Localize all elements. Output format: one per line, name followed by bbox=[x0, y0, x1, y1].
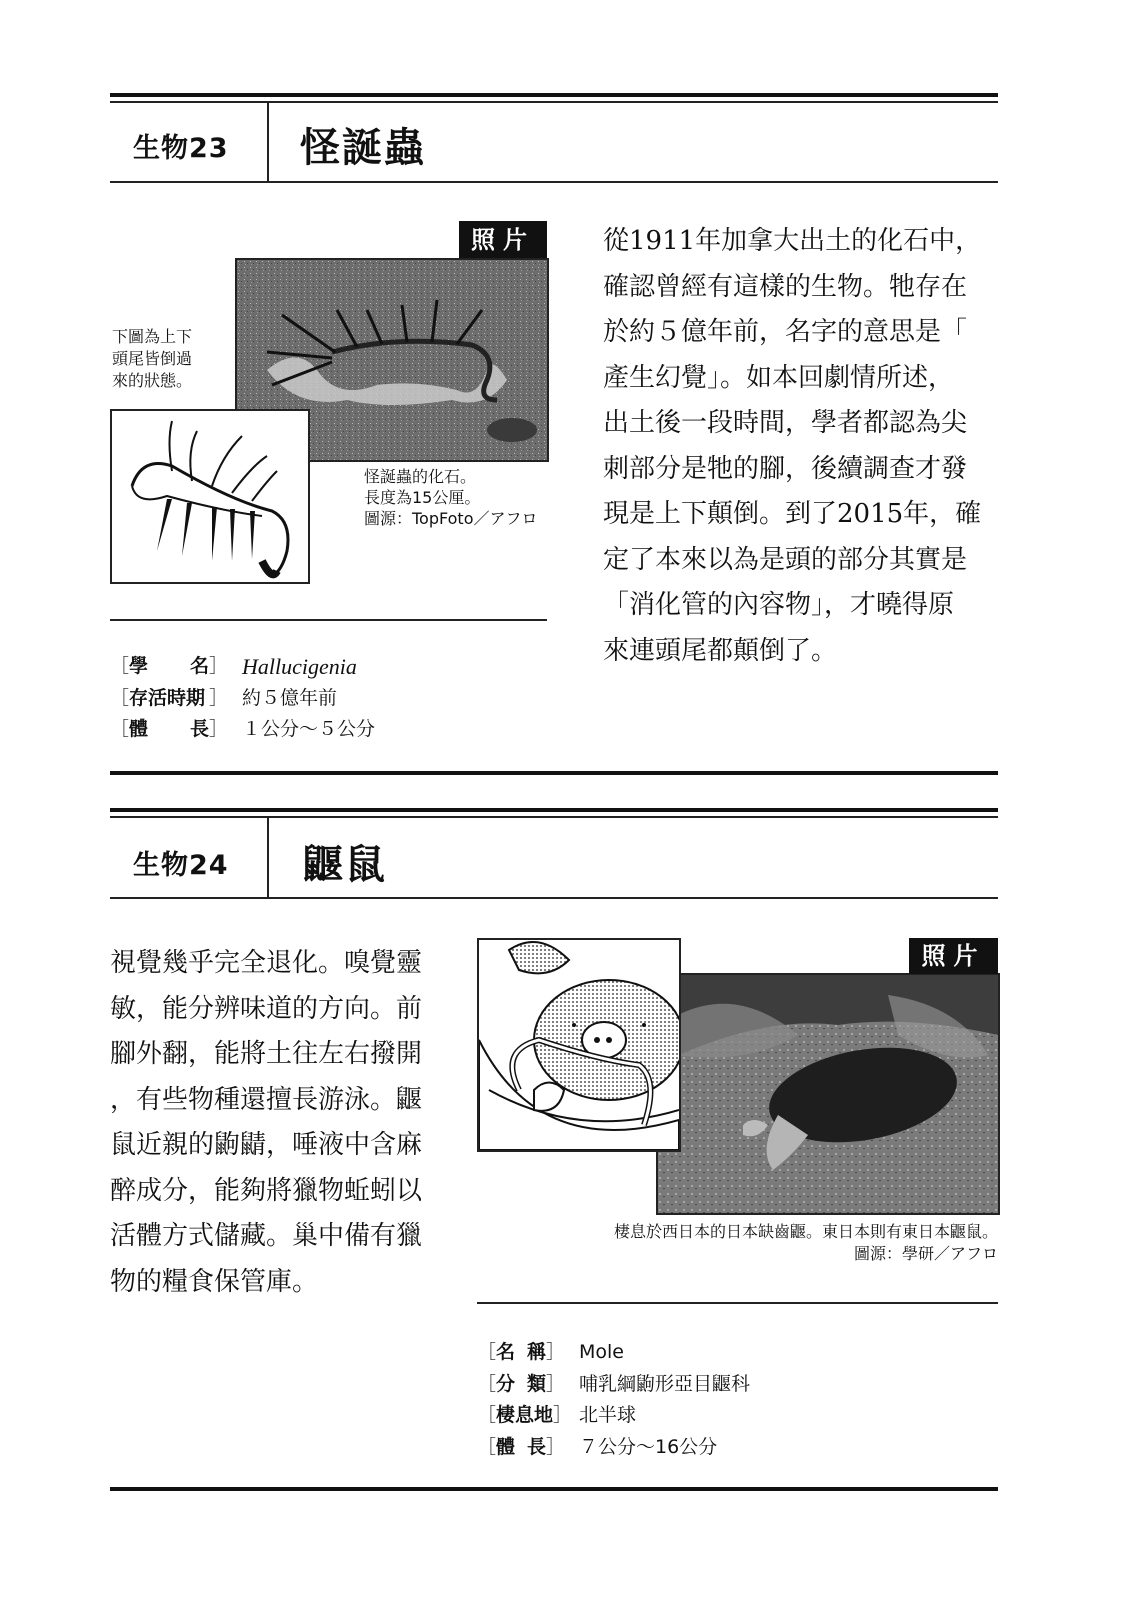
header-top-rule bbox=[110, 93, 998, 97]
spec-row-name: ［ 名 稱 ］ Mole bbox=[477, 1337, 750, 1369]
spec-row-scientific-name: ［ 學 名 ］ Hallucigenia bbox=[110, 651, 375, 683]
spec-label: ［ 體 長 ］ bbox=[477, 1435, 565, 1458]
creature-name: 鼴鼠 bbox=[303, 842, 387, 888]
spec-label: ［ 分 類 ］ bbox=[477, 1372, 565, 1395]
specs-top-rule bbox=[110, 619, 547, 621]
photo-tag: 照片 bbox=[459, 221, 547, 259]
spec-row-habitat: ［ 棲息地 ］ 北半球 bbox=[477, 1400, 750, 1432]
description: 視覺幾乎完全退化。嗅覺靈 敏，能分辨味道的方向。前 腳外翻，能將土往左右撥開 ，有些物種還擅長游泳。鼴 鼠近親的鼩鼱，唾液中含麻 醉成分，能夠將獵物蚯蚓以 活體方式儲藏。巢中備有獵 物的糧食保管庫。 bbox=[110, 948, 423, 1297]
photo-tag: 照片 bbox=[909, 938, 998, 974]
specs-top-rule bbox=[477, 1302, 998, 1304]
spec-label: ［ 存活時期 ］ bbox=[110, 686, 228, 709]
spec-row-length: ［ 體 長 ］ １公分～５公分 bbox=[110, 714, 375, 746]
spec-label: ［ 體 長 ］ bbox=[110, 718, 228, 740]
header-second-rule bbox=[110, 816, 998, 818]
entry-bottom-rule bbox=[110, 771, 998, 775]
header-divider bbox=[267, 817, 269, 898]
hallucigenia-illustration-icon bbox=[110, 409, 310, 584]
spec-row-classification: ［ 分 類 ］ 哺乳綱鼩形亞目鼴科 bbox=[477, 1369, 750, 1401]
spec-label: ［ 學 名 ］ bbox=[110, 655, 228, 677]
creature-number: 生物23 bbox=[133, 133, 229, 164]
header-bottom-rule bbox=[110, 897, 998, 899]
header-top-rule bbox=[110, 808, 998, 812]
spec-label: ［ 棲息地 ］ bbox=[477, 1404, 573, 1426]
mole-illustration-icon bbox=[477, 938, 681, 1152]
spec-label: ［ 名 稱 ］ bbox=[477, 1341, 565, 1363]
header-divider bbox=[267, 102, 269, 182]
creature-name: 怪誕蟲 bbox=[300, 125, 426, 171]
creature-number: 生物24 bbox=[133, 850, 229, 881]
photo-caption: 怪誕蟲的化石。 長度為15公厘。 圖源：TopFoto／アフロ bbox=[364, 467, 538, 528]
specs-list bbox=[110, 651, 375, 746]
mole-photo-icon bbox=[656, 973, 1000, 1215]
header-second-rule bbox=[110, 101, 998, 103]
illustration-note: 下圖為上下 頭尾皆倒過 來的狀態。 bbox=[112, 327, 193, 390]
entry-bottom-rule bbox=[110, 1487, 998, 1491]
photo-caption: 棲息於西日本的日本缺齒鼴。東日本則有東日本鼴鼠。 圖源：學研／アフロ bbox=[613, 1222, 998, 1263]
specs-list bbox=[477, 1337, 750, 1463]
spec-row-length: ［ 體 長 ］ ７公分～16公分 bbox=[477, 1432, 750, 1464]
header-bottom-rule bbox=[110, 181, 998, 183]
description: 從1911年加拿大出土的化石中， 確認曾經有這樣的生物。牠存在 於約５億年前，名字的意思是「 產生幻覺」。如本回劇情所述， 出土後一段時間，學者都認為尖 刺部分是牠的腳，後續調查才發 現是上下顛倒。到了2015年，確 定了本來以為是頭的部分其實是 「消化管的內容物」，才曉得原 來連頭尾都顛倒了。 bbox=[603, 226, 982, 666]
spec-row-period: ［ 存活時期 ］ 約５億年前 bbox=[110, 683, 375, 715]
